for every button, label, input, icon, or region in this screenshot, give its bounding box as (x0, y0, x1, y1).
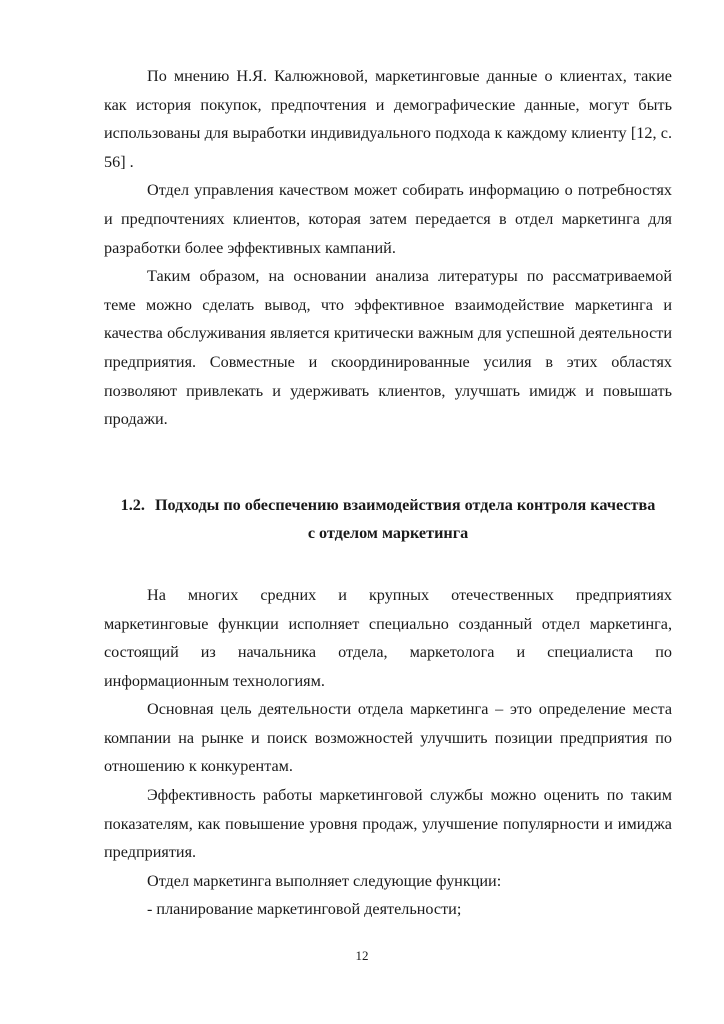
paragraph: Отдел маркетинга выполняет следующие функции: (147, 871, 502, 890)
section-number: 1.2. (120, 495, 145, 514)
section-title-line2: с отделом маркетинга (307, 524, 469, 543)
paragraph: Основная цель деятельности отдела маркетинга – это определение места компании на рынке и поиск возможностей улучшить позиции предприятия по отношению к конкурентам. (104, 700, 672, 776)
paragraph: Эффективность работы маркетинговой службы можно оценить по таким показателям, как повышение уровня продаж, улучшение популярности и имиджа предприятия. (104, 786, 672, 862)
paragraph: На многих средних и крупных отечественных предприятиях маркетинговые функции исполняет специально созданный отдел маркетинга, состоящий из начальника отдела, маркетолога и специалиста по информационным технологиям. (104, 585, 672, 690)
section-heading (104, 491, 672, 548)
paragraph: Отдел управления качеством может собирать информацию о потребностях и предпочтениях клиентов, которая затем передается в отдел маркетинга для разработки более эффективных кампаний. (104, 181, 672, 257)
section-spacer (104, 548, 672, 581)
list-item: - планирование маркетинговой деятельности; (147, 900, 462, 919)
section-spacer (104, 434, 672, 491)
section-title-line1: Подходы по обеспечению взаимодействия отдела контроля качества (154, 495, 656, 514)
document-page (104, 62, 672, 924)
page-number: 12 (355, 948, 369, 963)
paragraph: По мнению Н.Я. Калюжновой, маркетинговые данные о клиентах, такие как история покупок, предпочтения и демографические данные, могут быть использованы для выработки индивидуального подхода к каждому клиенту [12, с. 56] . (104, 67, 672, 171)
paragraph: Таким образом, на основании анализа литературы по рассматриваемой теме можно сделать вывод, что эффективное взаимодействие маркетинга и качества обслуживания является критически важным для успешной деятельности предприятия. Совместные и скоординированные усилия в этих областях позволяют привлекать и удерживать клиентов, улучшать имидж и повышать продажи. (104, 267, 672, 429)
